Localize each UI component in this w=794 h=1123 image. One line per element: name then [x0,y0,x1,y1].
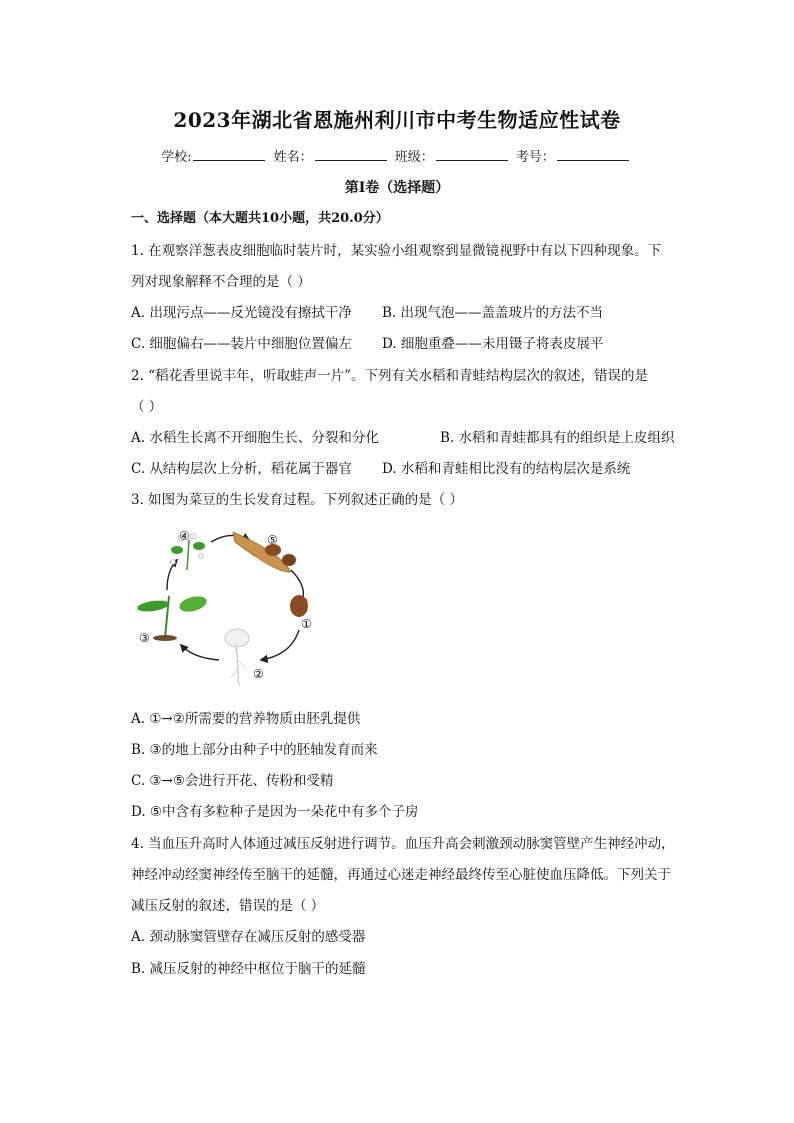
q3-stem-line-1: 3. 如图为菜豆的生长发育过程。下列叙述正确的是（ ） [131,492,463,508]
figure-label-3: ③ [139,631,150,645]
q2-option-c[interactable]: C. 从结构层次上分析，稻花属于器官 [131,461,352,477]
class-label: 班级： [394,150,434,165]
school-label: 学校: [161,150,192,165]
q2-stem-line-1: 2. “稻花香里说丰年，听取蛙声一片”。下列有关水稻和青蛙结构层次的叙述，错误的是 [131,368,648,384]
q1-option-d[interactable]: D. 细胞重叠——未用镊子将表皮展平 [382,336,604,352]
figure-label-4: ④ [179,529,190,543]
figure-label-2: ② [253,667,264,681]
q3-option-b[interactable]: B. ③的地上部分由种子中的胚轴发育而来 [131,742,378,758]
part-heading: 一、选择题（本大题共10小题，共20.0分） [131,211,389,226]
q1-option-a[interactable]: A. 出现污点——反光镜没有擦拭干净 [131,305,352,321]
q1-option-c[interactable]: C. 细胞偏右——装片中细胞位置偏左 [131,336,352,352]
q4-stem-line-3: 减压反射的叙述，错误的是（ ） [131,898,325,914]
school-blank[interactable] [193,148,265,161]
section-title: 第Ⅰ卷（选择题） [344,180,450,196]
exam-no-label: 考号： [515,150,555,165]
q4-stem-line-2: 神经冲动经窦神经传至脑干的延髓，再通过心迷走神经最终传至心脏使血压降低。下列关于 [131,867,671,883]
student-info-row [0,146,794,165]
exam-no-blank[interactable] [557,148,629,161]
q2-option-a[interactable]: A. 水稻生长离不开细胞生长、分裂和分化 [131,430,379,446]
q3-option-a[interactable]: A. ①→②所需要的营养物质由胚乳提供 [131,711,361,727]
arrow-1-to-2 [261,630,299,660]
q2-stem-line-2: （ ） [131,399,163,415]
q2-option-b[interactable]: B. 水稻和青蛙都具有的组织是上皮组织 [440,430,675,446]
exam-title: 2023年湖北省恩施州利川市中考生物适应性试卷 [173,108,621,132]
bean-life-cycle-figure [131,520,331,690]
figure-label-5: ⑤ [267,533,278,547]
q1-stem-line-2: 列对现象解释不合理的是（ ） [131,274,311,290]
germinating-seed-icon [225,629,249,686]
q4-option-a[interactable]: A. 颈动脉窦管壁存在减压反射的感受器 [131,929,366,945]
bean-pod-icon [233,532,296,572]
q4-option-b[interactable]: B. 减压反射的神经中枢位于脑干的延髓 [131,961,366,977]
q3-option-d[interactable]: D. ⑤中含有多粒种子是因为一朵花中有多个子房 [131,804,419,820]
q1-option-b[interactable]: B. 出现气泡——盖盖玻片的方法不当 [382,305,604,321]
seed-icon [290,595,308,617]
q3-option-c[interactable]: C. ③→⑤会进行开花、传粉和受精 [131,773,334,789]
name-label: 姓名： [273,150,313,165]
q1-stem-line-1: 1. 在观察洋葱表皮细胞临时装片时，某实验小组观察到显微镜视野中有以下四种现象。下 [131,243,662,259]
arrow-2-to-3 [181,645,219,660]
q2-option-d[interactable]: D. 水稻和青蛙相比没有的结构层次是系统 [382,461,631,477]
name-blank[interactable] [315,148,387,161]
q4-stem-line-1: 4. 当血压升高时人体通过减压反射进行调节。血压升高会刺激颈动脉窦管壁产生神经冲动， [131,836,675,852]
figure-label-1: ① [301,617,312,631]
class-blank[interactable] [436,148,508,161]
